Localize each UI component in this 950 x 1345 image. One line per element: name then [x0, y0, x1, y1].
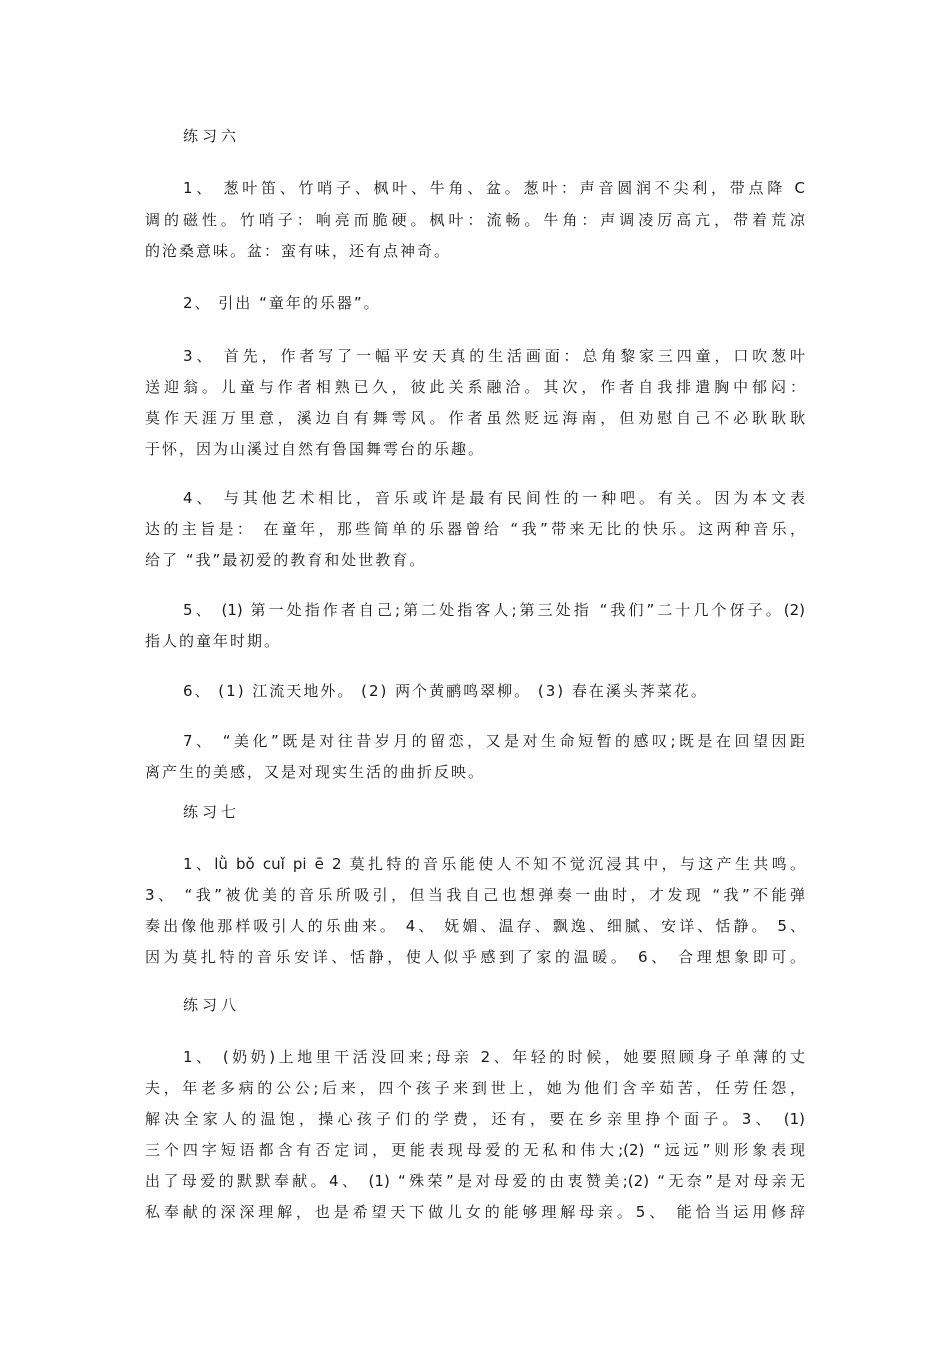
answer-line: 给了 “我”最初爱的教育和处世教育。	[145, 551, 427, 569]
answer-line: 3、 首先，作者写了一幅平安天真的生活画面：总角黎家三四童，口吹葱叶	[183, 347, 805, 365]
answer-line: 5、 (1) 第一处指作者自己;第二处指客人;第三处指 “我们”二十几个伢子。(2)	[183, 601, 805, 619]
answer-line: 送迎翁。儿童与作者相熟已久，彼此关系融洽。其次，作者自我排遣胸中郁闷：	[145, 378, 805, 396]
answer-line: 1、 葱叶笛、竹哨子、枫叶、牛角、盆。葱叶：声音圆润不尖利，带点降 C	[183, 179, 805, 197]
answer-line: 奏出像他那样吸引人的乐曲来。 4、 妩媚、温存、飘逸、细腻、安详、恬静。 5、	[145, 917, 805, 935]
answer-line: 7、 “美化”既是对往昔岁月的留恋，又是对生命短暂的感叹;既是在回望因距	[183, 732, 805, 750]
answer-line: 1、lǜ bǒ cuǐ pi ē 2 莫扎特的音乐能使人不知不觉沉浸其中，与这产生共鸣。	[183, 855, 805, 873]
answer-line: 4、 与其他艺术相比，音乐或许是最有民间性的一种吧。有关。因为本文表	[183, 489, 805, 507]
answer-line: 2、 引出 “童年的乐器”。	[183, 294, 381, 312]
answer-line: 夫，年老多病的公公;后来，四个孩子来到世上，她为他们含辛茹苦，任劳任怨，	[145, 1079, 805, 1097]
answer-line: 的沧桑意味。盆：蛮有味，还有点神奇。	[145, 242, 452, 260]
section-heading: 练习六	[183, 127, 241, 145]
answer-line: 3、 “我”被优美的音乐所吸引，但当我自己也想弹奏一曲时，才发现 “我”不能弹	[145, 886, 805, 904]
answer-line: 三个四字短语都含有否定词，更能表现母爱的无私和伟大;(2) “远远”则形象表现	[145, 1141, 805, 1159]
answer-line: 莫作天涯万里意，溪边自有舞雩风。作者虽然贬远海南，但劝慰自己不必耿耿耿	[145, 409, 805, 427]
answer-line: 指人的童年时期。	[145, 632, 282, 650]
answer-line: 解决全家人的温饱，操心孩子们的学费，还有，要在乡亲里挣个面子。3、 (1)	[145, 1110, 805, 1128]
section-heading: 练习八	[183, 996, 241, 1014]
answer-line: 私奉献的深深理解，也是希望天下做儿女的能够理解母亲。5、 能恰当运用修辞	[145, 1203, 805, 1221]
section-heading: 练习七	[183, 803, 241, 821]
answer-line: 出了母爱的默默奉献。4、 (1) “殊荣”是对母爱的由衷赞美;(2) “无奈”是对母亲无	[145, 1172, 805, 1190]
answer-line: 离产生的美感，又是对现实生活的曲折反映。	[145, 763, 486, 781]
answer-line: 因为莫扎特的音乐安详、恬静，使人似乎感到了家的温暖。 6、 合理想象即可。	[145, 948, 805, 966]
answer-line: 于怀，因为山溪过自然有鲁国舞雩台的乐趣。	[145, 440, 486, 458]
answer-line: 6、 (1) 江流天地外。 (2) 两个黄鹂鸣翠柳。 (3) 春在溪头荠菜花。	[183, 682, 708, 700]
answer-line: 达的主旨是： 在童年，那些简单的乐器曾给 “我”带来无比的快乐。这两种音乐，	[145, 520, 805, 538]
answer-line: 1、 (奶奶)上地里干活没回来;母亲 2、年轻的时候，她要照顾身子单薄的丈	[183, 1048, 805, 1066]
answer-line: 调的磁性。竹哨子：响亮而脆硬。枫叶：流畅。牛角：声调凌厉高亢，带着荒凉	[145, 211, 805, 229]
